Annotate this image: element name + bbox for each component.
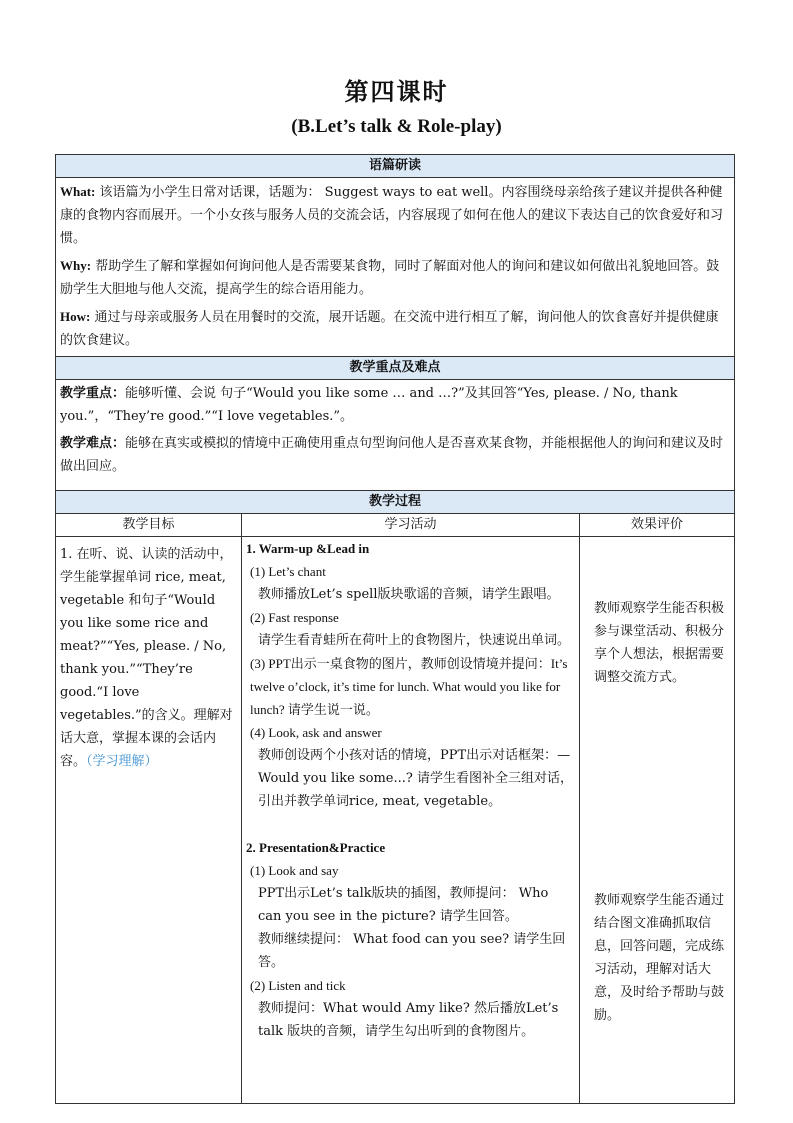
why-label: Why: [60, 258, 92, 273]
what-label: What: [60, 184, 96, 199]
p2-step2-body: 教师提问：What would Amy like? 然后播放Let’s talk 版块的音频，请学生勾出听到的食物图片。 [258, 1001, 559, 1039]
what-paragraph [60, 180, 730, 250]
column-header-goal: 教学目标 [56, 514, 242, 537]
page-title: 第四课时 [344, 77, 449, 106]
key-points-cell [56, 380, 735, 491]
evaluation-2: 教师观察学生能否通过结合图文准确抓取信息，回答问题，完成练习活动，理解对话大意，及时给予帮助与鼓励。 [594, 893, 725, 1023]
difficulty-paragraph [60, 432, 730, 478]
p2-step1-body1: PPT出示Let’s talk版块的插图，教师提问： Who can you see in the picture? 请学生回答。 [258, 886, 549, 924]
part1-title: 1. Warm-up &Lead in [246, 541, 370, 556]
goal-cell [56, 537, 242, 1104]
difficulty-text: 能够在真实或模拟的情境中正确使用重点句型询问他人是否喜欢某食物，并能根据他人的询问和建议及时做出回应。 [60, 436, 724, 474]
p2-step1-title: (1) Look and say [250, 863, 339, 878]
key-point-paragraph [60, 382, 730, 428]
section-header-teaching-process: 教学过程 [56, 491, 735, 514]
p1-step4-body: 教师创设两个小孩对话的情境，PPT出示对话框架：—Would you like some...? 请学生看图补全三组对话，引出并教学单词rice, meat, vegetable。 [258, 748, 574, 809]
lesson-plan-table [55, 154, 735, 1104]
p1-step2-body: 请学生看青蛙所在荷叶上的食物图片，快速说出单词。 [258, 633, 571, 648]
p1-step4-title: (4) Look, ask and answer [250, 725, 382, 740]
goal-text: 1. 在听、说、认读的活动中，学生能掌握单词 rice, meat, vegetable 和句子“Would you like some rice and meat?”“Yes, please. / No, thank you.”“They’re good.“I love vegetables.”的含义。理解对话大意，掌握本课的会话内容。 [60, 547, 233, 769]
why-text: 帮助学生了解和掌握如何询问他人是否需要某食物，同时了解面对他人的询问和建议如何做出礼貌地回答。鼓励学生大胆地与他人交流，提高学生的综合语用能力。 [60, 259, 720, 297]
p2-step2-title: (2) Listen and tick [250, 978, 346, 993]
p1-step3: (3) PPT出示一桌食物的图片，教师创设情境并提问：It’s twelve o’clock, it’s time for lunch. What would you like for lunch? 请学生说一说。 [250, 656, 568, 717]
difficulty-label: 教学难点： [60, 436, 126, 451]
p2-step1-body2: 教师继续提问： What food can you see? 请学生回答。 [258, 932, 566, 970]
page-subtitle: (B.Let’s talk & Role-play) [291, 116, 502, 137]
why-paragraph [60, 254, 730, 301]
evaluation-1: 教师观察学生能否积极参与课堂活动、积极分享个人想法，根据需要调整交流方式。 [594, 601, 725, 685]
goal-tag: （学习理解） [86, 754, 158, 769]
text-analysis-cell [56, 178, 735, 357]
how-text: 通过与母亲或服务人员在用餐时的交流，展开话题。在交流中进行相互了解，询问他人的饮食喜好并提供健康的饮食建议。 [60, 310, 719, 348]
p1-step2-title: (2) Fast response [250, 610, 339, 625]
activity-cell [242, 537, 580, 1104]
how-paragraph [60, 305, 730, 352]
p1-step1-title: (1) Let’s chant [250, 564, 326, 579]
p1-step1-body: 教师播放Let’s spell版块歌谣的音频，请学生跟唱。 [258, 587, 560, 602]
part2-title: 2. Presentation&Practice [246, 840, 386, 855]
evaluation-cell [580, 537, 735, 1104]
key-point-label: 教学重点： [60, 386, 126, 401]
how-label: How: [60, 309, 91, 324]
column-header-activity: 学习活动 [242, 514, 580, 537]
what-text: 该语篇为小学生日常对话课，话题为： Suggest ways to eat well。内容围绕母亲给孩子建议并提供各种健康的食物内容而展开。一个小女孩与服务人员的交流会话，内容展现了如何在他人的建议下表达自己的饮食爱好和习惯。 [60, 185, 724, 246]
key-point-text: 能够听懂、会说 句子“Would you like some … and …?”及其回答“Yes, please. / No, thank you.”，“They’re good.”“I love vegetables.”。 [60, 386, 678, 424]
section-header-key-points: 教学重点及难点 [56, 357, 735, 380]
column-header-evaluation: 效果评价 [580, 514, 735, 537]
section-header-text-analysis: 语篇研读 [56, 155, 735, 178]
